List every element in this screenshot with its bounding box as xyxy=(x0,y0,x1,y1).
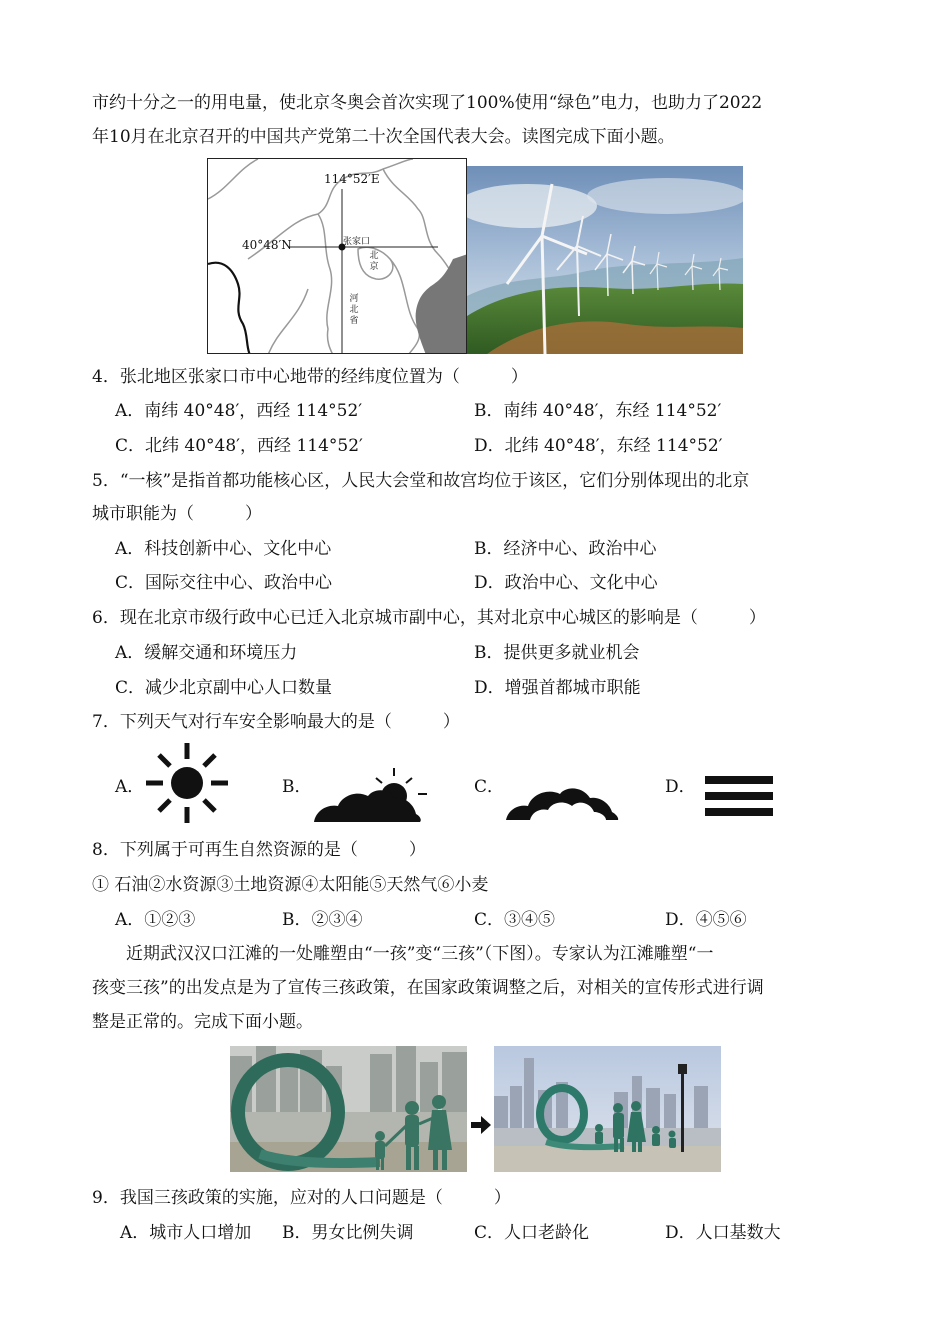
longitude-label: 114°52′E xyxy=(324,172,380,186)
latitude-label: 40°48′N xyxy=(242,238,292,252)
q7-stem: 7．下列天气对行车安全影响最大的是（ ） xyxy=(92,712,460,732)
q6-option-c: C．减少北京副中心人口数量 xyxy=(115,678,333,698)
q9-option-c: C．人口老龄化 xyxy=(474,1223,590,1243)
q9-option-d: D．人口基数大 xyxy=(665,1223,781,1243)
q4-option-c: C．北纬 40°48′，西经 114°52′ xyxy=(115,436,363,456)
q4-option-d: D．北纬 40°48′，东经 114°52′ xyxy=(474,436,723,456)
q9-option-b: B．男女比例失调 xyxy=(282,1223,414,1243)
passage2-line-3: 整是正常的。完成下面小题。 xyxy=(92,1012,313,1032)
q7-option-c: C． xyxy=(474,777,505,797)
q4-stem: 4．张北地区张家口市中心地带的经纬度位置为（ ） xyxy=(92,367,528,387)
map-drawing xyxy=(208,159,467,354)
sunny-weather-icon xyxy=(146,743,228,823)
q5-stem-line-1: 5．“一核”是指首都功能核心区，人民大会堂和故宫均位于该区，它们分别体现出的北京 xyxy=(92,471,750,491)
passage2-line-1: 近期武汉汉口江滩的一处雕塑由“一孩”变“三孩”（下图）。专家认为江滩雕塑“一 xyxy=(126,944,714,964)
q8-stem: 8．下列属于可再生自然资源的是（ ） xyxy=(92,840,426,860)
q5-option-a: A．科技创新中心、文化中心 xyxy=(115,539,332,559)
q7-option-a: A． xyxy=(115,777,145,797)
q4-option-a: A．南纬 40°48′，西经 114°52′ xyxy=(115,401,363,421)
wind-turbine-photo xyxy=(467,166,743,354)
partly-cloudy-icon xyxy=(312,766,428,824)
q5-option-c: C．国际交往中心、政治中心 xyxy=(115,573,333,593)
q8-option-c: C．③④⑤ xyxy=(474,910,556,930)
q8-option-d: D．④⑤⑥ xyxy=(665,910,747,930)
q9-option-a: A．城市人口增加 xyxy=(120,1223,252,1243)
q6-stem: 6．现在北京市级行政中心已迁入北京城市副中心，其对北京中心城区的影响是（ ） xyxy=(92,608,766,628)
q9-stem: 9．我国三孩政策的实施，应对的人口问题是（ ） xyxy=(92,1188,511,1208)
q8-option-b: B．②③④ xyxy=(282,910,363,930)
q5-option-d: D．政治中心、文化中心 xyxy=(474,573,658,593)
q7-option-d: D． xyxy=(665,777,696,797)
q8-list: ① 石油②水资源③土地资源④太阳能⑤天然气⑥小麦 xyxy=(92,875,489,895)
beijing-label: 北京 xyxy=(369,251,379,272)
cloudy-icon xyxy=(504,780,620,822)
q6-option-d: D．增强首都城市职能 xyxy=(474,678,641,698)
intro-line-2: 年10月在北京召开的中国共产党第二十次全国代表大会。读图完成下面小题。 xyxy=(92,127,675,147)
passage2-line-2: 孩变三孩”的出发点是为了宣传三孩政策，在国家政策调整之后，对相关的宣传形式进行调 xyxy=(92,978,764,998)
q5-option-b: B．经济中心、政治中心 xyxy=(474,539,657,559)
q5-stem-line-2: 城市职能为（ ） xyxy=(92,504,262,524)
q7-option-b: B． xyxy=(282,777,312,797)
arrow-right-icon xyxy=(471,1116,491,1134)
intro-line-1: 市约十分之一的用电量，使北京冬奥会首次实现了100%使用“绿色”电力，也助力了2022 xyxy=(92,93,763,113)
fog-icon xyxy=(705,776,773,816)
three-children-sculpture-photo xyxy=(494,1046,721,1172)
q4-option-b: B．南纬 40°48′，东经 114°52′ xyxy=(474,401,722,421)
q6-option-b: B．提供更多就业机会 xyxy=(474,643,640,663)
q8-option-a: A．①②③ xyxy=(115,910,196,930)
q6-option-a: A．缓解交通和环境压力 xyxy=(115,643,298,663)
zhangjiakou-map xyxy=(207,158,467,354)
one-child-sculpture-photo xyxy=(230,1046,467,1172)
hebei-label: 河北省 xyxy=(349,294,359,326)
zhangjiakou-label: 张家口 xyxy=(343,237,371,247)
